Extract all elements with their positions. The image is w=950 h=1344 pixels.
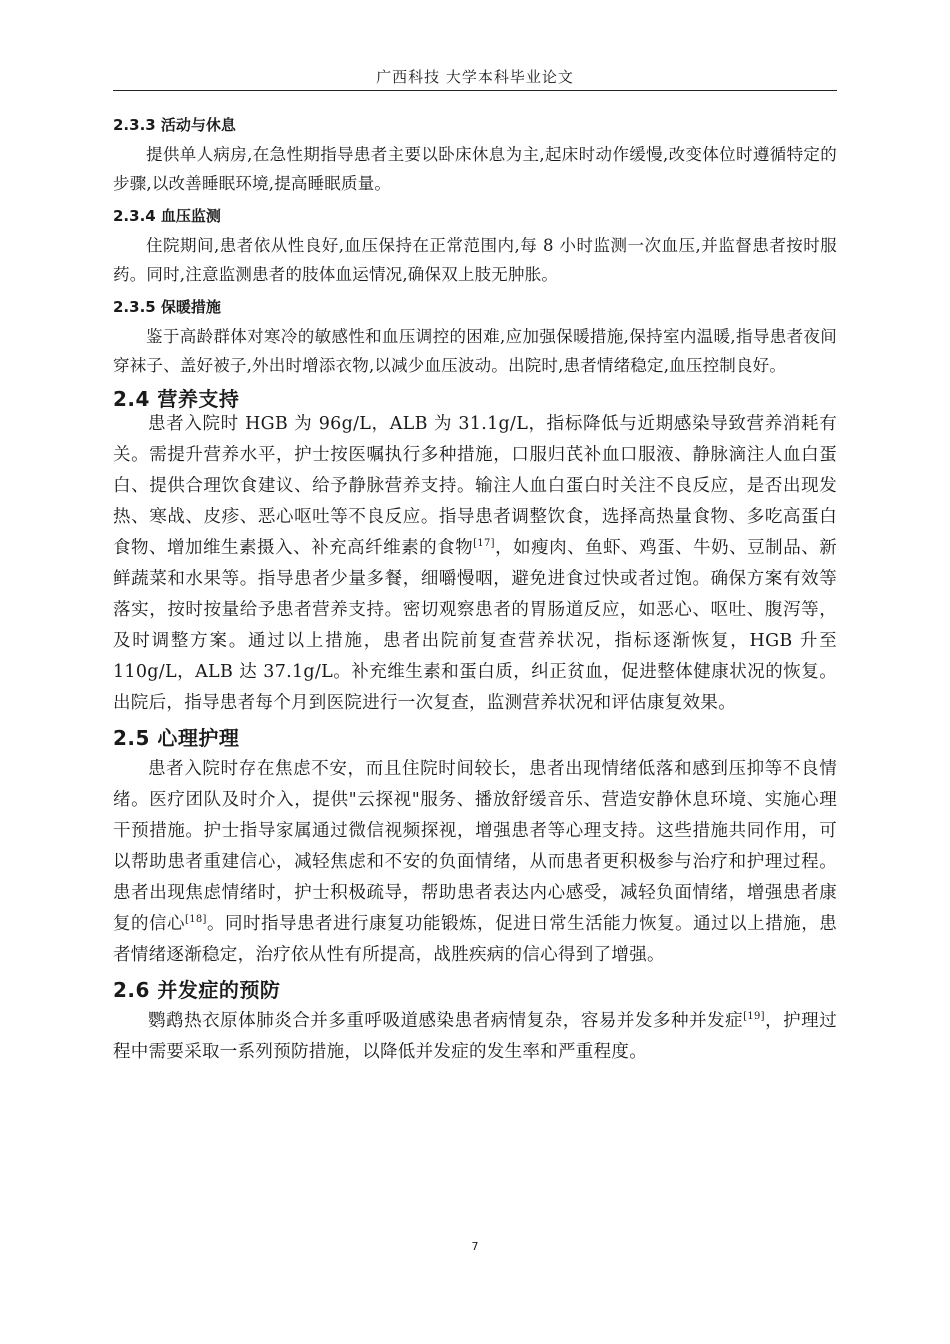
paragraph-text: 鹦鹉热衣原体肺炎合并多重呼吸道感染患者病情复杂，容易并发多种并发症 bbox=[148, 1011, 744, 1031]
citation-17: [17] bbox=[473, 538, 495, 550]
heading-2-3-5: 2.3.5 保暖措施 bbox=[113, 298, 221, 316]
paragraph-complication-prevention bbox=[113, 1006, 837, 1068]
header-rule bbox=[113, 90, 837, 91]
paragraph-psych-care bbox=[113, 754, 837, 971]
citation-19: [19] bbox=[743, 1011, 765, 1023]
paragraph-text: 患者入院时存在焦虑不安，而且住院时间较长，患者出现情绪低落和感到压抑等不良情绪。医疗团队及时介入，提供"云探视"服务、播放舒缓音乐、营造安静休息环境、实施心理干预措施。护士指导家属通过微信视频探视，增强患者等心理支持。这些措施共同作用，可以帮助患者重建信心，减轻焦虑和不安的负面情绪，从而患者更积极参与治疗和护理过程。患者出现焦虑情绪时，护士积极疏导，帮助患者表达内心感受，减轻负面情绪，增强患者康复的信心 bbox=[113, 759, 837, 934]
page-number: 7 bbox=[471, 1240, 479, 1253]
paragraph-text: 患者入院时 HGB 为 96g/L，ALB 为 31.1g/L，指标降低与近期感染导致营养消耗有关。需提升营养水平，护士按医嘱执行多种措施，口服归芪补血口服液、静脉滴注人血白蛋白、提供合理饮食建议、给予静脉营养支持。输注人血白蛋白时关注不良反应，是否出现发热、寒战、皮疹、恶心呕吐等不良反应。指导患者调整饮食，选择高热量食物、多吃高蛋白食物、增加维生素摄入、补充高纤维素的食物 bbox=[113, 414, 837, 558]
paragraph-text: ，如瘦肉、鱼虾、鸡蛋、牛奶、豆制品、新鲜蔬菜和水果等。指导患者少量多餐，细嚼慢咽，避免进食过快或者过饱。确保方案有效等落实，按时按量给予患者营养支持。密切观察患者的胃肠道反应，如恶心、呕吐、腹泻等，及时调整方案。通过以上措施，患者出院前复查营养状况，指标逐渐恢复，HGB 升至 110g/L，ALB 达 37.1g/L。补充维生素和蛋白质，纠正贫血，促进整体健康状况的恢复。出院后，指导患者每个月到医院进行一次复查，监测营养状况和评估康复效果。 bbox=[113, 538, 838, 713]
page-header: 广西科技 大学本科毕业论文 bbox=[376, 68, 574, 86]
paragraph-warmth-measures: 鉴于高龄群体对寒冷的敏感性和血压调控的困难,应加强保暖措施,保持室内温暖,指导患者夜间穿袜子、盖好被子,外出时增添衣物,以减少血压波动。出院时,患者情绪稳定,血压控制良好。 bbox=[113, 327, 837, 375]
heading-2-3-3: 2.3.3 活动与休息 bbox=[113, 116, 236, 134]
heading-2-3-4: 2.3.4 血压监测 bbox=[113, 207, 221, 225]
paragraph-text: 。同时指导患者进行康复功能锻炼，促进日常生活能力恢复。通过以上措施，患者情绪逐渐稳定，治疗依从性有所提高，战胜疾病的信心得到了增强。 bbox=[113, 914, 837, 965]
heading-2-5: 2.5 心理护理 bbox=[113, 726, 240, 750]
heading-2-4: 2.4 营养支持 bbox=[113, 387, 240, 411]
document-body bbox=[113, 110, 837, 1068]
paragraph-nutrition bbox=[113, 409, 837, 719]
citation-18: [18] bbox=[185, 914, 207, 926]
heading-2-6: 2.6 并发症的预防 bbox=[113, 978, 281, 1002]
paragraph-text: ，护理过程中需要采取一系列预防措施，以降低并发症的发生率和严重程度。 bbox=[113, 1011, 837, 1062]
paragraph-activity-rest: 提供单人病房,在急性期指导患者主要以卧床休息为主,起床时动作缓慢,改变体位时遵循特定的步骤,以改善睡眠环境,提高睡眠质量。 bbox=[113, 145, 837, 193]
paragraph-bp-monitoring: 住院期间,患者依从性良好,血压保持在正常范围内,每 8 小时监测一次血压,并监督患者按时服药。同时,注意监测患者的肢体血运情况,确保双上肢无肿胀。 bbox=[113, 236, 837, 284]
